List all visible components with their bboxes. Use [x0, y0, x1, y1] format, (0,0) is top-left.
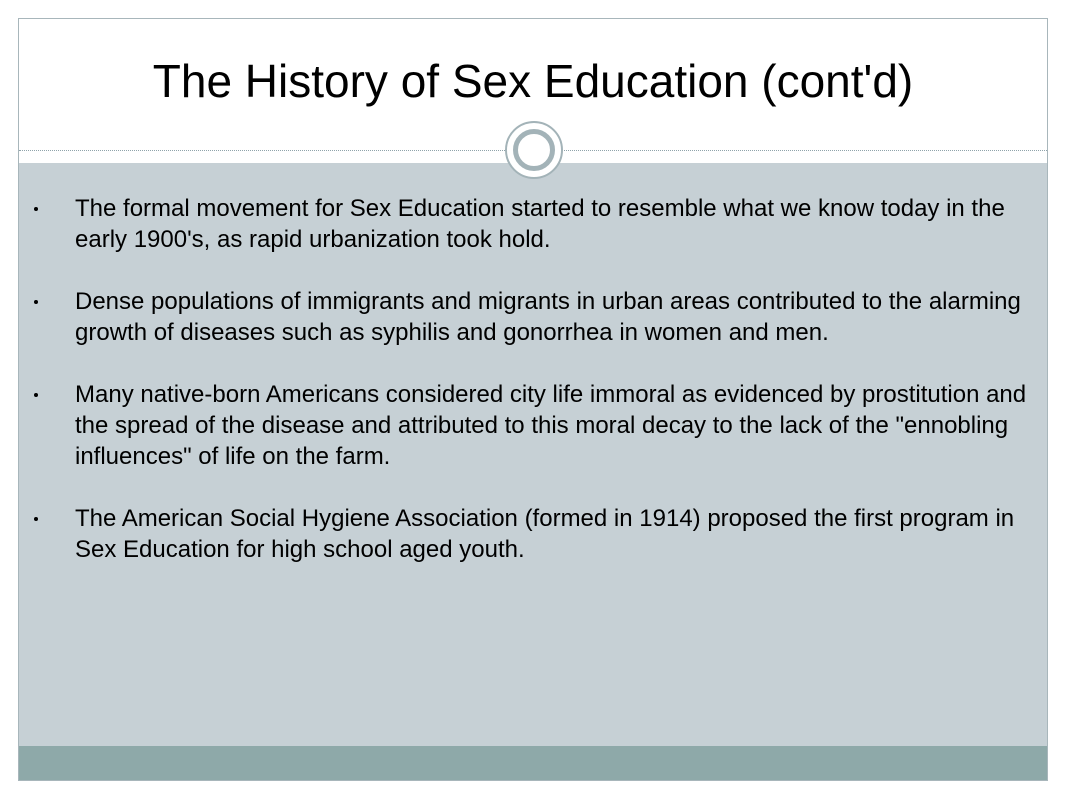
bullet-text: The American Social Hygiene Association (formed in 1914) proposed the first program in Sex Education for high school aged youth. [75, 505, 1015, 563]
bullet-text: The formal movement for Sex Education started to resemble what we know today in the early 1900's, as rapid urbanization took hold. [75, 195, 1005, 253]
slide-title: The History of Sex Education (cont'd) [152, 55, 914, 107]
footer-bar [19, 746, 1047, 781]
bullet-item [19, 379, 1047, 472]
bullet-item [19, 503, 1047, 565]
bullet-text: Many native-born Americans considered city life immoral as evidenced by prostitution and the spread of the disease and attributed to this moral decay to the lack of the "ennobling influences" of life on the farm. [75, 381, 1027, 470]
bullet-item [19, 193, 1047, 255]
ring-ornament-icon [505, 121, 563, 179]
bullet-dot-icon [34, 300, 38, 304]
ring-ornament-inner [513, 129, 555, 171]
bullet-text: Dense populations of immigrants and migrants in urban areas contributed to the alarming growth of diseases such as syphilis and gonorrhea in women and men. [75, 288, 1021, 346]
bullet-dot-icon [34, 393, 38, 397]
bullet-item [19, 286, 1047, 348]
bullet-list [19, 193, 1047, 596]
bullet-dot-icon [34, 517, 38, 521]
bullet-dot-icon [34, 207, 38, 211]
slide [18, 18, 1048, 781]
